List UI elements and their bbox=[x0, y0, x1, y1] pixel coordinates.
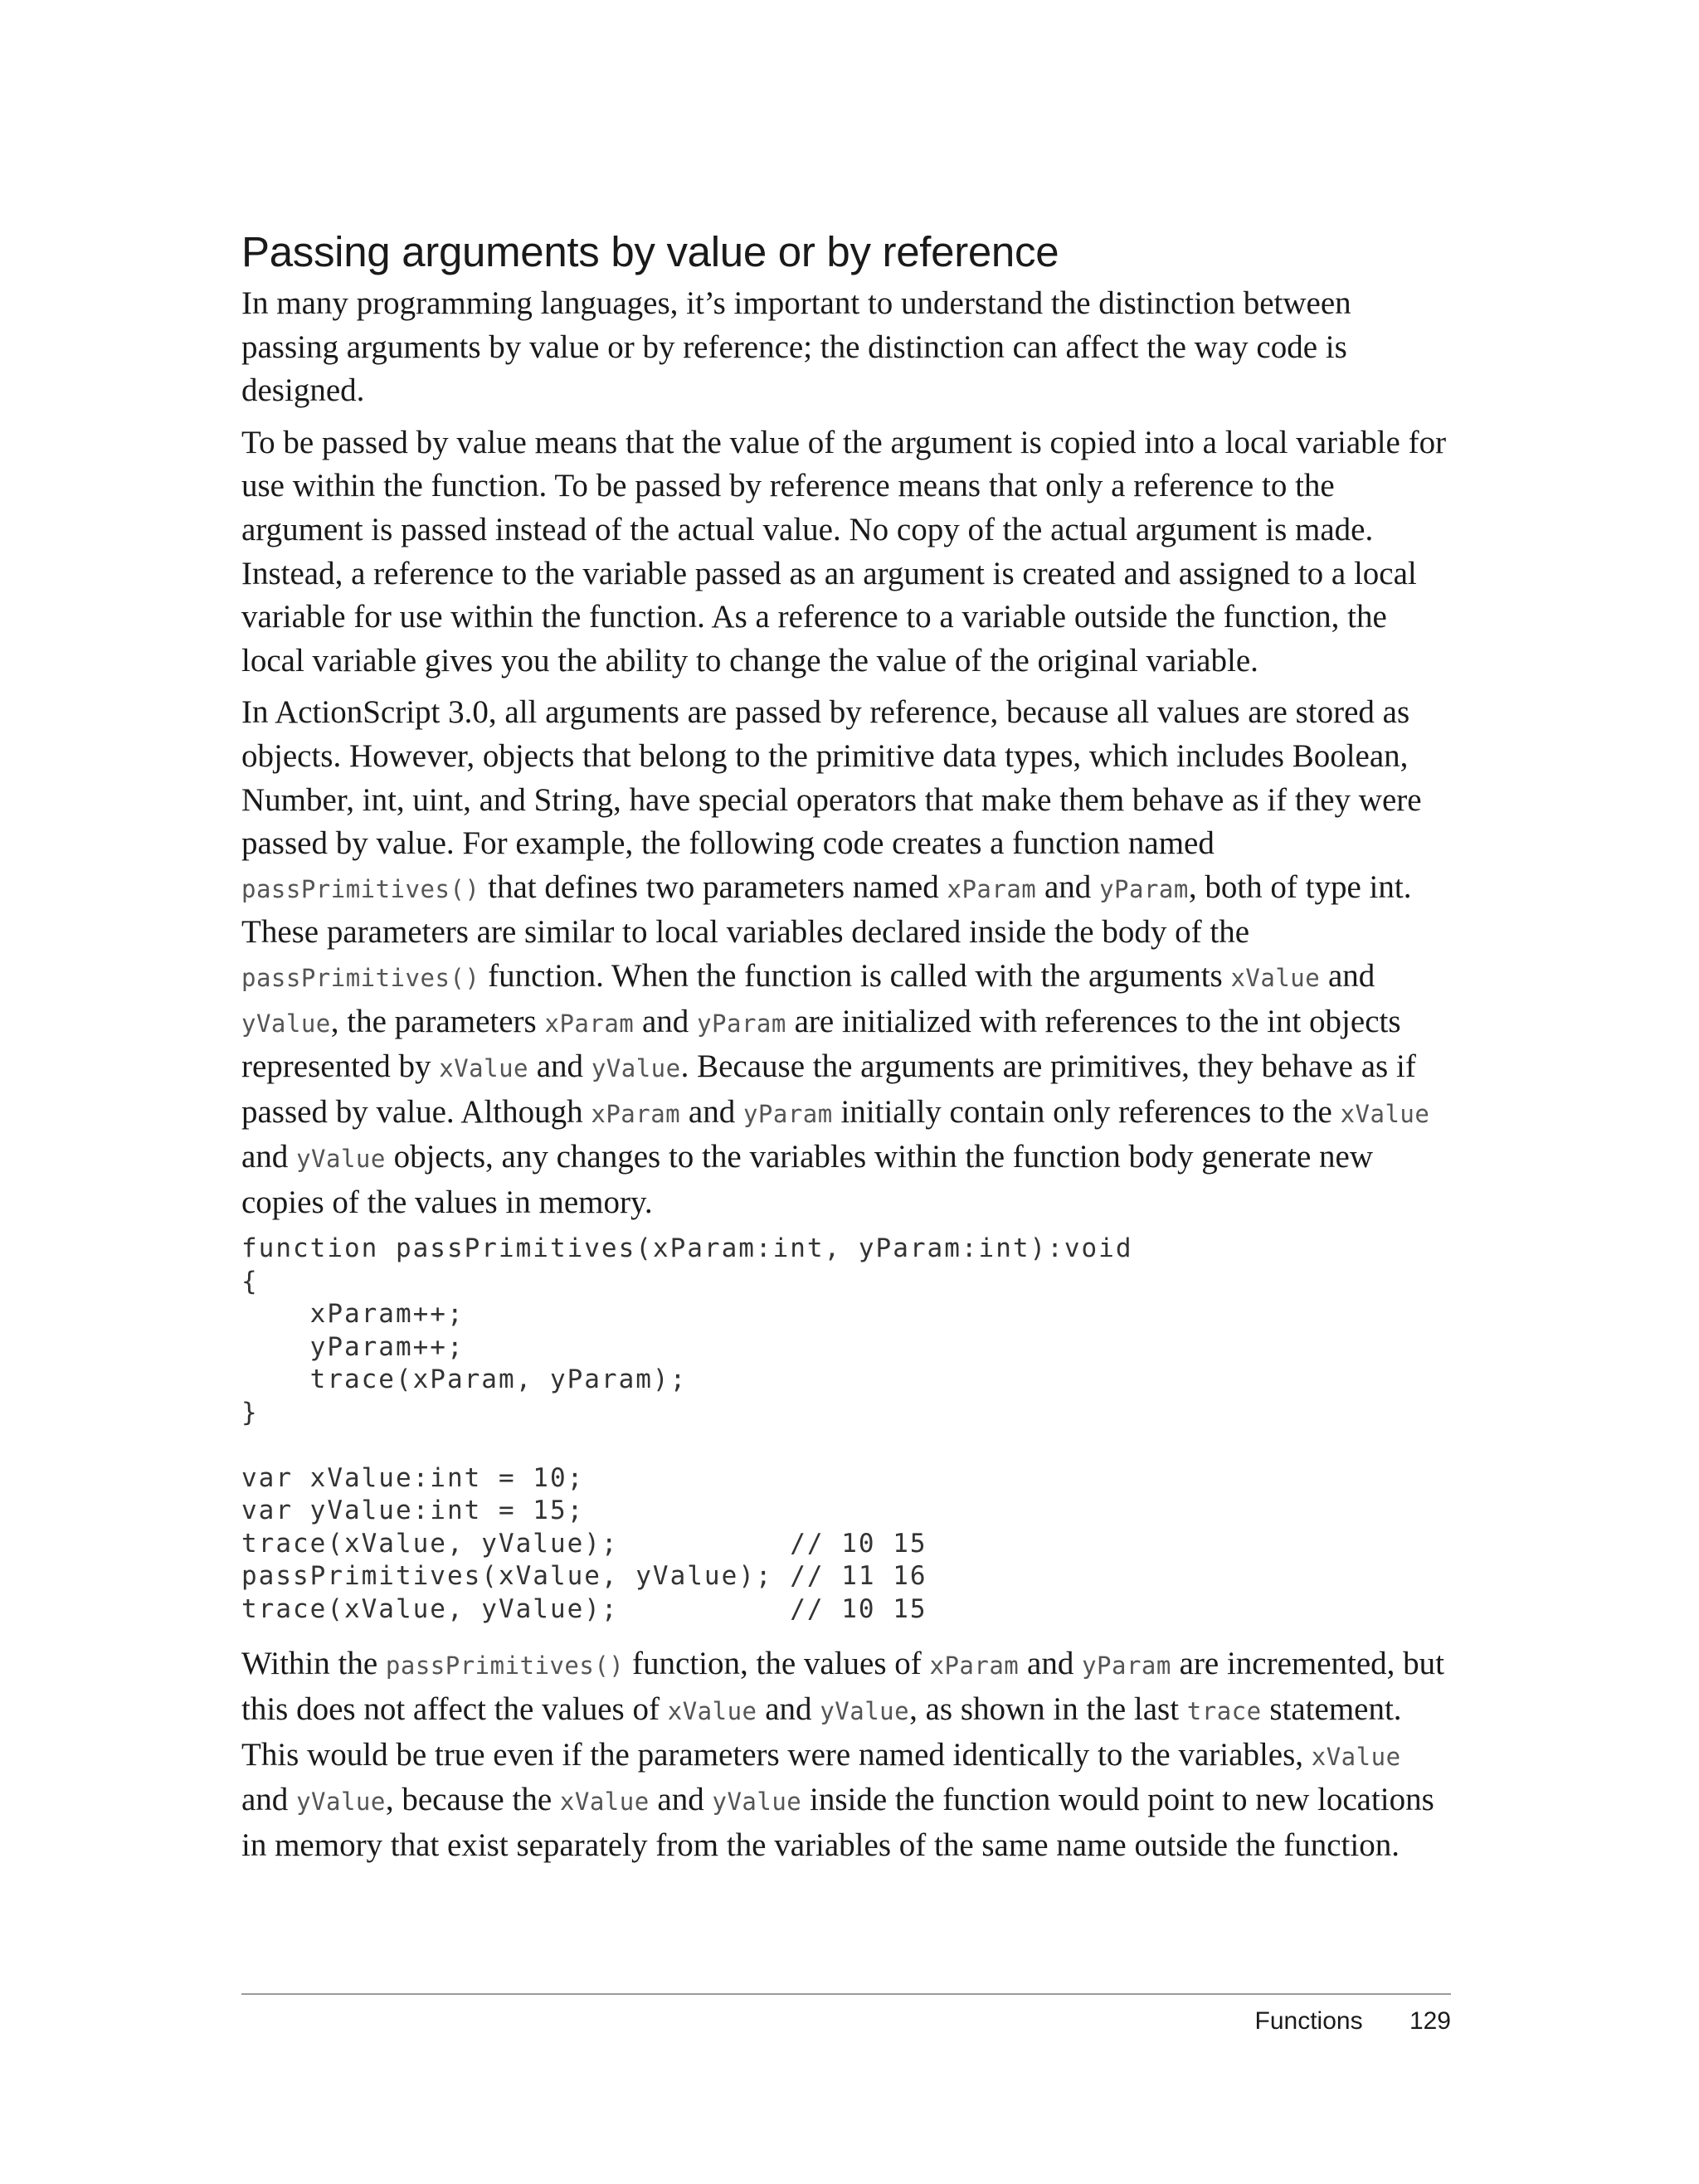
section-heading: Passing arguments by value or by reference bbox=[241, 228, 1059, 275]
paragraph-actionscript bbox=[241, 691, 1451, 1224]
text-run: , the parameters bbox=[330, 1003, 545, 1039]
text-run: . Because the arguments are primitives, they behave as if passed by value. Although bbox=[241, 1048, 1416, 1130]
text-run: statement. This would be true even if the parameters were named identically to the variables, bbox=[241, 1691, 1402, 1773]
text-run: Within the bbox=[241, 1646, 386, 1682]
text-run: , as shown in the last bbox=[909, 1691, 1187, 1728]
inline-code: xParam bbox=[544, 1009, 635, 1038]
text-run: and bbox=[528, 1048, 591, 1085]
inline-code: xValue bbox=[1230, 963, 1321, 992]
code-line: var xValue:int = 10; bbox=[241, 1462, 585, 1493]
code-block bbox=[241, 1233, 1451, 1626]
inline-code: yParam bbox=[742, 1099, 833, 1128]
text-run: In ActionScript 3.0, all arguments are passed by reference, because all values are stored as objects. However, objects that belong to the primitive data types, which includes Boolean, Number, int, uint, and String, have special operators that make them behave as if they were passed by value. For example, the following code creates a function named bbox=[241, 694, 1422, 862]
inline-code: xParam bbox=[947, 874, 1037, 903]
inline-code: yParam bbox=[1099, 874, 1189, 903]
text-run: and bbox=[1320, 957, 1375, 994]
footer-section-title: Functions bbox=[1254, 2007, 1363, 2035]
inline-code: trace bbox=[1186, 1697, 1262, 1726]
text-run: and bbox=[241, 1782, 297, 1818]
text-run: and bbox=[241, 1139, 297, 1175]
code-line: xParam++; bbox=[241, 1299, 465, 1330]
page-number: 129 bbox=[1409, 2007, 1451, 2035]
inline-code: yValue bbox=[241, 1009, 331, 1038]
text-run: are incremented, but this does not affect the values of bbox=[241, 1646, 1445, 1728]
code-line: passPrimitives(xValue, yValue); // 11 16 bbox=[241, 1561, 927, 1592]
inline-code: xValue bbox=[667, 1697, 757, 1726]
paragraph-explanation bbox=[241, 1642, 1451, 1867]
inline-code: passPrimitives() bbox=[241, 963, 480, 992]
code-line: var yValue:int = 15; bbox=[241, 1496, 585, 1526]
text-run: , both of type int. These parameters are similar to local variables declared inside the body of the bbox=[241, 868, 1412, 951]
code-line: trace(xValue, yValue); // 10 15 bbox=[241, 1593, 927, 1624]
inline-code: yValue bbox=[712, 1788, 802, 1817]
inline-code: xValue bbox=[1340, 1099, 1430, 1128]
code-line: yParam++; bbox=[241, 1331, 465, 1362]
inline-code: xValue bbox=[559, 1788, 650, 1817]
text-run: that defines two parameters named bbox=[480, 868, 947, 905]
paragraph-intro: In many programming languages, it’s important to understand the distinction between passing arguments by value or by reference; the distinction can affect the way code is designed. bbox=[241, 285, 1351, 409]
inline-code: passPrimitives() bbox=[385, 1651, 625, 1681]
text-run: objects, any changes to the variables within the function body generate new copies of the values in memory. bbox=[241, 1139, 1374, 1220]
inline-code: xValue bbox=[1311, 1742, 1401, 1771]
text-run: function, the values of bbox=[624, 1646, 930, 1682]
text-run: are initialized with references to the int objects represented by bbox=[241, 1003, 1401, 1085]
text-run: inside the function would point to new locations in memory that exist separately from the variables of the same name outside the function. bbox=[241, 1782, 1434, 1863]
inline-code: yValue bbox=[296, 1145, 386, 1174]
text-run: and bbox=[680, 1093, 743, 1130]
inline-code: xParam bbox=[591, 1099, 681, 1128]
code-line: { bbox=[241, 1266, 259, 1296]
paragraph-definitions: To be passed by value means that the value of the argument is copied into a local variable for use within the function. To be passed by reference means that only a reference to the argument is passed instead of the actual value. No copy of the actual argument is made. Instead, a reference to the variable passed as an argument is created and assigned to a local variable for use within the function. As a reference to a variable outside the function, the local variable gives you the ability to change the value of the original variable. bbox=[241, 424, 1447, 679]
code-line: } bbox=[241, 1397, 259, 1428]
code-line bbox=[241, 1429, 1451, 1462]
code-line: trace(xParam, yParam); bbox=[241, 1364, 688, 1395]
inline-code: yValue bbox=[296, 1788, 386, 1817]
text-run: initially contain only references to the bbox=[832, 1093, 1341, 1130]
inline-code: yValue bbox=[820, 1697, 910, 1726]
inline-code: passPrimitives() bbox=[241, 874, 480, 903]
text-run: and bbox=[649, 1782, 713, 1818]
inline-code: yValue bbox=[591, 1054, 681, 1083]
inline-code: xValue bbox=[439, 1054, 528, 1083]
page-content bbox=[241, 226, 1451, 1875]
inline-code: xParam bbox=[929, 1651, 1020, 1681]
text-run: and bbox=[1019, 1646, 1083, 1682]
text-run: and bbox=[634, 1003, 698, 1039]
code-line: function passPrimitives(xParam:int, yParam:int):void bbox=[241, 1233, 1133, 1264]
text-run: , because the bbox=[385, 1782, 560, 1818]
code-line: trace(xValue, yValue); // 10 15 bbox=[241, 1528, 927, 1559]
text-run: and bbox=[1036, 868, 1100, 905]
page-footer bbox=[1255, 2007, 1451, 2036]
text-run: and bbox=[757, 1691, 820, 1728]
footer-divider bbox=[241, 1993, 1451, 1995]
inline-code: yParam bbox=[697, 1009, 786, 1038]
text-run: function. When the function is called with the arguments bbox=[480, 957, 1231, 994]
inline-code: yParam bbox=[1082, 1651, 1171, 1681]
